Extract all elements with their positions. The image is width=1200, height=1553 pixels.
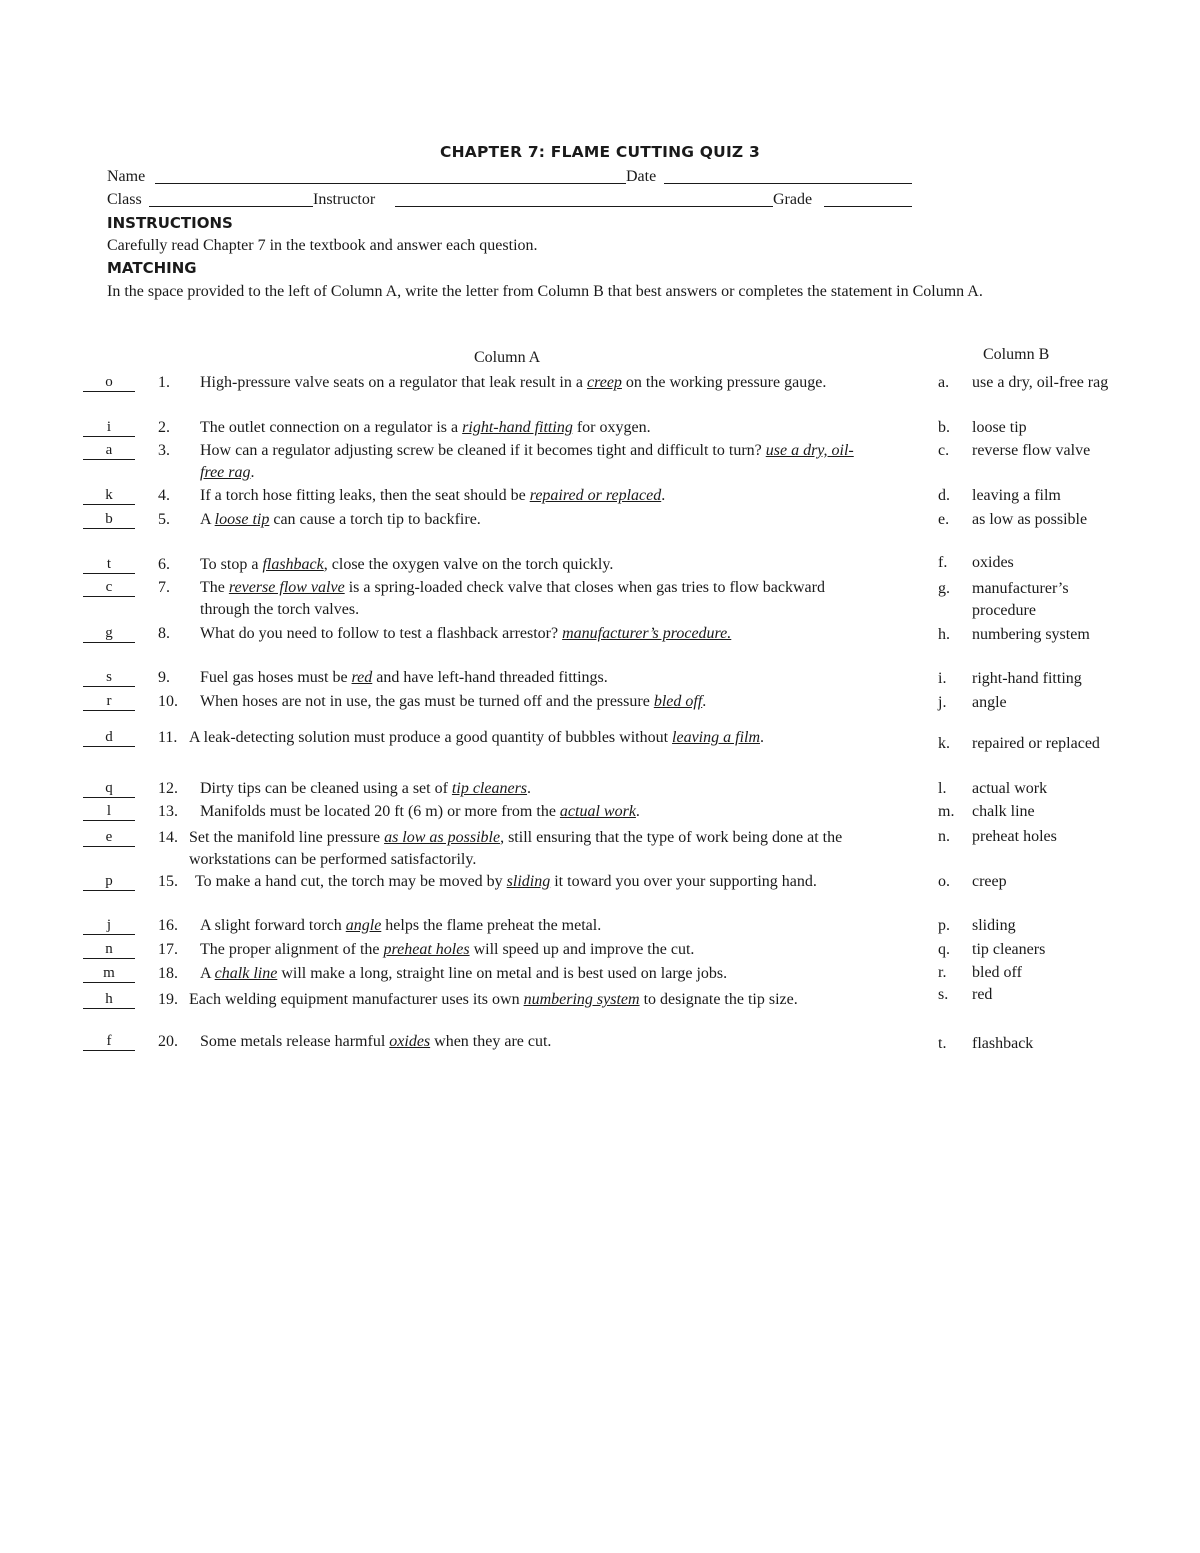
matching-heading: MATCHING — [107, 259, 197, 277]
question-text-after: for oxygen. — [572, 419, 651, 436]
question-text — [200, 691, 860, 713]
question-answer-term: repaired or replaced — [529, 487, 662, 504]
answer-blank[interactable]: g — [83, 625, 135, 643]
name-label: Name — [107, 168, 146, 185]
question-answer-term: numbering system — [523, 991, 640, 1008]
question-answer-term: chalk line — [214, 965, 278, 982]
column-b-term: repaired or replaced — [972, 735, 1100, 752]
column-b-term: flashback — [972, 1035, 1034, 1052]
question-text-after: , close the oxygen valve on the torch quickly. — [323, 556, 614, 573]
question-text — [189, 727, 849, 749]
instructions-heading: INSTRUCTIONS — [107, 214, 233, 232]
question-answer-term: loose tip — [214, 511, 270, 528]
question-text-after: it toward you over your supporting hand. — [550, 873, 817, 890]
question-answer-term: flashback — [262, 556, 324, 573]
column-b-letter: k. — [938, 735, 950, 752]
answer-blank[interactable]: j — [83, 917, 135, 935]
question-answer-term: leaving a film — [672, 729, 761, 746]
question-answer-term: bled off — [653, 693, 703, 710]
column-b-term: use a dry, oil-free rag — [972, 374, 1109, 391]
question-answer-term: tip cleaners — [451, 780, 528, 797]
column-b-term: right-hand fitting — [972, 670, 1082, 687]
question-number: 16. — [158, 917, 178, 934]
column-b-letter: m. — [938, 803, 955, 820]
quiz-title: CHAPTER 7: FLAME CUTTING QUIZ 3 — [440, 143, 760, 161]
column-b-term: oxides — [972, 554, 1014, 571]
question-text-before: Each welding equipment manufacturer uses its own — [189, 991, 524, 1008]
answer-blank[interactable]: s — [83, 669, 135, 687]
column-b-term: leaving a film — [972, 487, 1061, 504]
column-b-term: tip cleaners — [972, 941, 1046, 958]
name-field[interactable] — [155, 183, 626, 184]
question-text — [195, 871, 855, 893]
column-b-term: numbering system — [972, 626, 1090, 643]
date-label: Date — [626, 168, 657, 185]
answer-blank[interactable]: c — [83, 579, 135, 597]
grade-label: Grade — [773, 191, 813, 208]
question-number: 2. — [158, 419, 170, 436]
answer-blank[interactable]: e — [83, 829, 135, 847]
question-number: 13. — [158, 803, 178, 820]
question-number: 1. — [158, 374, 170, 391]
question-text-before: How can a regulator adjusting screw be cleaned if it becomes tight and difficult to turn? — [200, 442, 766, 459]
question-text — [189, 989, 849, 1011]
column-b-letter: r. — [938, 964, 947, 981]
question-number: 11. — [158, 729, 178, 746]
question-text-before: What do you need to follow to test a flashback arrestor? — [200, 625, 563, 642]
column-b-letter: c. — [938, 442, 950, 459]
question-text-before: When hoses are not in use, the gas must be turned off and the pressure — [200, 693, 654, 710]
question-answer-term: use a dry, oil-free rag — [200, 442, 854, 481]
answer-blank[interactable]: r — [83, 693, 135, 711]
question-text — [200, 1031, 860, 1053]
question-text-before: Fuel gas hoses must be — [200, 669, 352, 686]
column-b-term: actual work — [972, 780, 1048, 797]
question-number: 17. — [158, 941, 178, 958]
question-text-after: . — [527, 780, 532, 797]
question-number: 12. — [158, 780, 178, 797]
question-number: 14. — [158, 829, 178, 846]
column-b-letter: j. — [938, 694, 947, 711]
question-answer-term: sliding — [506, 873, 551, 890]
question-text-after: can cause a torch tip to backfire. — [269, 511, 481, 528]
question-text-after: . — [760, 729, 765, 746]
question-text-after: . — [661, 487, 666, 504]
question-text-before: The proper alignment of the — [200, 941, 384, 958]
answer-blank[interactable]: n — [83, 941, 135, 959]
question-number: 5. — [158, 511, 170, 528]
question-text — [200, 417, 860, 439]
column-b-letter: h. — [938, 626, 950, 643]
column-b-letter: e. — [938, 511, 950, 528]
column-b-letter: t. — [938, 1035, 947, 1052]
question-text-after: will speed up and improve the cut. — [469, 941, 695, 958]
column-b-letter: o. — [938, 873, 950, 890]
question-answer-term: creep — [586, 374, 622, 391]
class-label: Class — [107, 191, 142, 208]
question-number: 19. — [158, 991, 178, 1008]
column-b-letter: d. — [938, 487, 950, 504]
question-text — [200, 485, 860, 507]
question-text-after: will make a long, straight line on metal and is best used on large jobs. — [277, 965, 728, 982]
column-a-header: Column A — [474, 349, 541, 366]
column-b-letter: i. — [938, 670, 947, 687]
column-b-letter: n. — [938, 828, 950, 845]
column-b-letter: s. — [938, 986, 949, 1003]
question-number: 15. — [158, 873, 178, 890]
question-text — [200, 554, 860, 576]
question-text-after: to designate the tip size. — [639, 991, 798, 1008]
question-answer-term: oxides — [389, 1033, 431, 1050]
column-b-letter: b. — [938, 419, 950, 436]
column-b-term: manufacturer’s procedure — [972, 580, 1069, 619]
question-text — [200, 509, 860, 531]
question-text-before: Some metals release harmful — [200, 1033, 390, 1050]
column-b-letter: f. — [938, 554, 948, 571]
column-b-letter: q. — [938, 941, 950, 958]
question-answer-term: right-hand fitting — [462, 419, 573, 436]
question-text — [200, 801, 860, 823]
question-text-after: on the working pressure gauge. — [621, 374, 827, 391]
question-text — [200, 372, 860, 394]
answer-blank[interactable]: d — [83, 729, 135, 747]
question-text-before: A leak-detecting solution must produce a good quantity of bubbles without — [189, 729, 673, 746]
question-text-after: . — [635, 803, 640, 820]
class-field[interactable] — [149, 206, 313, 207]
column-b-term: as low as possible — [972, 511, 1088, 528]
answer-blank[interactable]: o — [83, 374, 135, 392]
column-b-letter: a. — [938, 374, 950, 391]
question-text-after: helps the flame preheat the metal. — [381, 917, 602, 934]
question-text — [200, 963, 860, 985]
column-b-term: sliding — [972, 917, 1016, 934]
question-text-before: Manifolds must be located 20 ft (6 m) or more from the — [200, 803, 560, 820]
grade-field[interactable] — [824, 206, 912, 207]
question-text-before: Dirty tips can be cleaned using a set of — [200, 780, 452, 797]
instructions-text: Carefully read Chapter 7 in the textbook and answer each question. — [107, 237, 538, 254]
question-text-before: A — [200, 511, 215, 528]
question-text — [200, 915, 860, 937]
question-text-before: If a torch hose fitting leaks, then the seat should be — [200, 487, 530, 504]
answer-blank[interactable]: b — [83, 511, 135, 529]
question-answer-term: angle — [345, 917, 382, 934]
question-number: 7. — [158, 579, 170, 596]
question-text — [200, 667, 860, 689]
column-b-term: reverse flow valve — [972, 442, 1091, 459]
question-text-before: To make a hand cut, the torch may be moved by — [195, 873, 507, 890]
question-number: 6. — [158, 556, 170, 573]
question-text-after: when they are cut. — [430, 1033, 552, 1050]
question-text-before: A — [200, 965, 215, 982]
column-b-term: bled off — [972, 964, 1022, 981]
question-text-after: . — [250, 464, 255, 481]
question-text — [200, 623, 860, 645]
question-text-before: Set the manifold line pressure — [189, 829, 385, 846]
question-text-before: The outlet connection on a regulator is a — [200, 419, 463, 436]
column-b-term: chalk line — [972, 803, 1035, 820]
answer-blank[interactable]: p — [83, 873, 135, 891]
column-b-letter: p. — [938, 917, 950, 934]
question-text-before: The — [200, 579, 229, 596]
matching-text: In the space provided to the left of Column A, write the letter from Column B that best answers or completes the statement in Column A. — [107, 283, 983, 300]
question-text-after: and have left-hand threaded fittings. — [372, 669, 608, 686]
answer-blank[interactable]: k — [83, 487, 135, 505]
question-number: 20. — [158, 1033, 178, 1050]
question-text — [200, 778, 860, 800]
column-b-letter: l. — [938, 780, 947, 797]
answer-blank[interactable]: q — [83, 780, 135, 798]
column-b-term: red — [972, 986, 993, 1003]
question-text-after: , still ensuring that the type of work being done at the workstations can be performed satisfactorily. — [189, 829, 843, 868]
question-answer-term: preheat holes — [383, 941, 470, 958]
question-number: 3. — [158, 442, 170, 459]
column-b-term: loose tip — [972, 419, 1027, 436]
instructor-label: Instructor — [313, 191, 376, 208]
question-text — [200, 577, 860, 621]
question-text — [200, 939, 860, 961]
question-text-before: To stop a — [200, 556, 263, 573]
column-b-term: angle — [972, 694, 1007, 711]
question-answer-term: red — [351, 669, 373, 686]
question-text — [189, 827, 849, 871]
column-b-term: preheat holes — [972, 828, 1057, 845]
answer-blank[interactable]: i — [83, 419, 135, 437]
question-number: 10. — [158, 693, 178, 710]
question-text — [200, 440, 860, 484]
question-text-before: A slight forward torch — [200, 917, 346, 934]
answer-blank[interactable]: l — [83, 803, 135, 821]
question-number: 18. — [158, 965, 178, 982]
question-answer-term: reverse flow valve — [228, 579, 345, 596]
question-text-after: is a spring-loaded check valve that closes when gas tries to flow backward through the torch valves. — [200, 579, 825, 618]
question-number: 4. — [158, 487, 170, 504]
answer-blank[interactable]: t — [83, 556, 135, 574]
question-answer-term: actual work — [559, 803, 636, 820]
question-number: 8. — [158, 625, 170, 642]
answer-blank[interactable]: a — [83, 442, 135, 460]
column-b-letter: g. — [938, 580, 950, 597]
question-text-before: High-pressure valve seats on a regulator that leak result in a — [200, 374, 587, 391]
date-field[interactable] — [664, 183, 912, 184]
question-number: 9. — [158, 669, 170, 686]
question-answer-term: as low as possible — [384, 829, 501, 846]
answer-blank[interactable]: m — [83, 965, 135, 983]
column-b-term: creep — [972, 873, 1007, 890]
question-text-after: . — [702, 693, 707, 710]
column-b-header: Column B — [983, 346, 1050, 363]
answer-blank[interactable]: f — [83, 1033, 135, 1051]
question-answer-term: manufacturer’s procedure. — [562, 625, 732, 642]
instructor-field[interactable] — [395, 206, 773, 207]
answer-blank[interactable]: h — [83, 991, 135, 1009]
